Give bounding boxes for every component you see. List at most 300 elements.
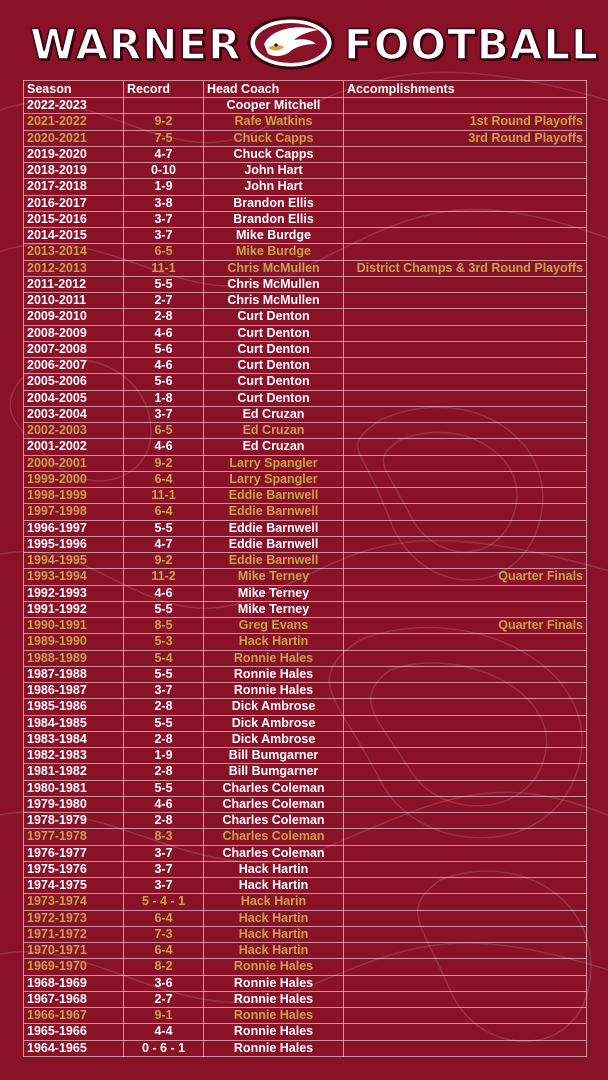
cell-head-coach: Ed Cruzan (204, 423, 344, 439)
cell-accomplishments (344, 504, 587, 520)
cell-season: 1975-1976 (24, 861, 124, 877)
cell-season: 1972-1973 (24, 910, 124, 926)
cell-season: 2021-2022 (24, 114, 124, 130)
cell-season: 2003-2004 (24, 406, 124, 422)
cell-record: 6-4 (124, 504, 204, 520)
cell-record: 3-7 (124, 683, 204, 699)
cell-season: 1989-1990 (24, 634, 124, 650)
cell-season: 1984-1985 (24, 715, 124, 731)
cell-season: 1970-1971 (24, 943, 124, 959)
cell-season: 2008-2009 (24, 325, 124, 341)
cell-record: 11-1 (124, 488, 204, 504)
cell-season: 1971-1972 (24, 926, 124, 942)
table-row (24, 845, 587, 861)
cell-head-coach: Brandon Ellis (204, 211, 344, 227)
cell-season: 2019-2020 (24, 146, 124, 162)
cell-record: 4-6 (124, 585, 204, 601)
cell-accomplishments (344, 683, 587, 699)
table-row (24, 764, 587, 780)
table-row (24, 780, 587, 796)
cell-record: 8-3 (124, 829, 204, 845)
cell-record: 1-9 (124, 748, 204, 764)
cell-record: 3-6 (124, 975, 204, 991)
cell-accomplishments: Quarter Finals (344, 618, 587, 634)
cell-accomplishments (344, 975, 587, 991)
cell-accomplishments (344, 943, 587, 959)
cell-head-coach: Curt Denton (204, 374, 344, 390)
table-row (24, 520, 587, 536)
cell-season: 1968-1969 (24, 975, 124, 991)
table-row (24, 488, 587, 504)
cell-record: 3-7 (124, 406, 204, 422)
cell-accomplishments: 3rd Round Playoffs (344, 130, 587, 146)
cell-accomplishments (344, 894, 587, 910)
cell-record: 5-5 (124, 276, 204, 292)
cell-head-coach: Ronnie Hales (204, 1008, 344, 1024)
cell-season: 1987-1988 (24, 666, 124, 682)
cell-season: 1982-1983 (24, 748, 124, 764)
cell-accomplishments (344, 829, 587, 845)
cell-head-coach: Mike Terney (204, 585, 344, 601)
table-row (24, 910, 587, 926)
table-row (24, 374, 587, 390)
cell-record: 6-5 (124, 244, 204, 260)
cell-season: 1994-1995 (24, 553, 124, 569)
cell-season: 1969-1970 (24, 959, 124, 975)
cell-head-coach: Dick Ambrose (204, 731, 344, 747)
cell-season: 1977-1978 (24, 829, 124, 845)
cell-accomplishments: Quarter Finals (344, 569, 587, 585)
cell-record: 8-5 (124, 618, 204, 634)
cell-season: 2009-2010 (24, 309, 124, 325)
table-row (24, 1040, 587, 1056)
table-row (24, 894, 587, 910)
table-row (24, 325, 587, 341)
cell-season: 1992-1993 (24, 585, 124, 601)
cell-accomplishments (344, 878, 587, 894)
cell-accomplishments: District Champs & 3rd Round Playoffs (344, 260, 587, 276)
cell-record: 0-10 (124, 163, 204, 179)
cell-season: 1964-1965 (24, 1040, 124, 1056)
cell-head-coach: Brandon Ellis (204, 195, 344, 211)
cell-head-coach: Mike Burdge (204, 228, 344, 244)
cell-accomplishments (344, 98, 587, 114)
cell-season: 1981-1982 (24, 764, 124, 780)
cell-season: 2002-2003 (24, 423, 124, 439)
cell-accomplishments (344, 1040, 587, 1056)
cell-accomplishments (344, 488, 587, 504)
cell-record: 3-7 (124, 228, 204, 244)
cell-head-coach: Eddie Barnwell (204, 536, 344, 552)
cell-record: 3-7 (124, 211, 204, 227)
table-row (24, 260, 587, 276)
cell-season: 2010-2011 (24, 293, 124, 309)
cell-head-coach: Chuck Capps (204, 130, 344, 146)
table-row (24, 98, 587, 114)
cell-accomplishments (344, 293, 587, 309)
cell-record: 5-3 (124, 634, 204, 650)
cell-record: 2-8 (124, 309, 204, 325)
table-row (24, 504, 587, 520)
cell-accomplishments: 1st Round Playoffs (344, 114, 587, 130)
cell-head-coach: Charles Coleman (204, 829, 344, 845)
cell-accomplishments (344, 601, 587, 617)
cell-season: 2014-2015 (24, 228, 124, 244)
cell-season: 2015-2016 (24, 211, 124, 227)
cell-head-coach: Larry Spangler (204, 455, 344, 471)
cell-record: 5-4 (124, 650, 204, 666)
cell-head-coach: Chris McMullen (204, 293, 344, 309)
cell-head-coach: Rafe Watkins (204, 114, 344, 130)
table-row (24, 926, 587, 942)
title-left: WARNER (30, 20, 242, 69)
cell-accomplishments (344, 536, 587, 552)
cell-head-coach: Charles Coleman (204, 845, 344, 861)
column-header-season: Season (24, 81, 124, 98)
cell-accomplishments (344, 228, 587, 244)
cell-record: 4-6 (124, 358, 204, 374)
cell-record: 4-6 (124, 439, 204, 455)
cell-head-coach: Chris McMullen (204, 260, 344, 276)
table-row (24, 406, 587, 422)
title-right: FOOTBALL (344, 20, 599, 69)
cell-accomplishments (344, 163, 587, 179)
cell-head-coach: Mike Terney (204, 569, 344, 585)
table-row (24, 1008, 587, 1024)
column-header-head-coach: Head Coach (204, 81, 344, 98)
cell-head-coach: Ronnie Hales (204, 975, 344, 991)
table-row (24, 634, 587, 650)
cell-accomplishments (344, 780, 587, 796)
cell-record: 6-5 (124, 423, 204, 439)
cell-head-coach: Hack Hartin (204, 878, 344, 894)
cell-record: 11-1 (124, 260, 204, 276)
cell-accomplishments (344, 715, 587, 731)
table-row (24, 618, 587, 634)
cell-record: 5-5 (124, 601, 204, 617)
cell-accomplishments (344, 813, 587, 829)
cell-head-coach: Charles Coleman (204, 813, 344, 829)
cell-accomplishments (344, 146, 587, 162)
cell-season: 1997-1998 (24, 504, 124, 520)
cell-season: 2013-2014 (24, 244, 124, 260)
cell-accomplishments (344, 553, 587, 569)
cell-season: 2011-2012 (24, 276, 124, 292)
cell-season: 1979-1980 (24, 796, 124, 812)
cell-accomplishments (344, 309, 587, 325)
table-row (24, 715, 587, 731)
cell-season: 1983-1984 (24, 731, 124, 747)
cell-record: 4-6 (124, 796, 204, 812)
cell-record: 3-7 (124, 861, 204, 877)
cell-record: 3-8 (124, 195, 204, 211)
cell-season: 1974-1975 (24, 878, 124, 894)
cell-head-coach: Ronnie Hales (204, 666, 344, 682)
table-row (24, 211, 587, 227)
cell-season: 1988-1989 (24, 650, 124, 666)
cell-head-coach: Ed Cruzan (204, 406, 344, 422)
table-row (24, 163, 587, 179)
table-row (24, 341, 587, 357)
cell-accomplishments (344, 471, 587, 487)
cell-record: 9-2 (124, 114, 204, 130)
table-row (24, 601, 587, 617)
cell-accomplishments (344, 374, 587, 390)
eagle-logo-icon (246, 14, 336, 72)
cell-accomplishments (344, 276, 587, 292)
cell-record: 3-7 (124, 878, 204, 894)
cell-season: 1973-1974 (24, 894, 124, 910)
cell-season: 1986-1987 (24, 683, 124, 699)
cell-season: 1985-1986 (24, 699, 124, 715)
cell-accomplishments (344, 455, 587, 471)
cell-record: 7-3 (124, 926, 204, 942)
cell-record: 2-7 (124, 293, 204, 309)
cell-season: 2005-2006 (24, 374, 124, 390)
table-row (24, 569, 587, 585)
table-row (24, 650, 587, 666)
table-row (24, 195, 587, 211)
cell-accomplishments (344, 731, 587, 747)
cell-record: 5-6 (124, 374, 204, 390)
table-row (24, 130, 587, 146)
cell-head-coach: Ronnie Hales (204, 1040, 344, 1056)
cell-head-coach: Charles Coleman (204, 780, 344, 796)
table-row (24, 179, 587, 195)
cell-head-coach: Ronnie Hales (204, 991, 344, 1007)
table-row (24, 553, 587, 569)
cell-accomplishments (344, 699, 587, 715)
cell-record: 2-8 (124, 699, 204, 715)
cell-accomplishments (344, 959, 587, 975)
cell-record: 1-9 (124, 179, 204, 195)
cell-head-coach: Hack Hartin (204, 861, 344, 877)
cell-head-coach: Charles Coleman (204, 796, 344, 812)
cell-record: 2-8 (124, 813, 204, 829)
cell-head-coach: Chuck Capps (204, 146, 344, 162)
cell-head-coach: Eddie Barnwell (204, 520, 344, 536)
cell-head-coach: Chris McMullen (204, 276, 344, 292)
cell-head-coach: Ronnie Hales (204, 683, 344, 699)
table-row (24, 748, 587, 764)
cell-accomplishments (344, 748, 587, 764)
table-row (24, 878, 587, 894)
cell-head-coach: Bill Bumgarner (204, 764, 344, 780)
cell-accomplishments (344, 1008, 587, 1024)
cell-accomplishments (344, 406, 587, 422)
cell-season: 2020-2021 (24, 130, 124, 146)
cell-accomplishments (344, 650, 587, 666)
cell-accomplishments (344, 1024, 587, 1040)
cell-record: 2-7 (124, 991, 204, 1007)
cell-record: 7-5 (124, 130, 204, 146)
table-row (24, 683, 587, 699)
season-history-table (23, 80, 587, 1057)
cell-record: 6-4 (124, 943, 204, 959)
cell-accomplishments (344, 666, 587, 682)
cell-season: 1990-1991 (24, 618, 124, 634)
cell-record: 8-2 (124, 959, 204, 975)
cell-head-coach: Greg Evans (204, 618, 344, 634)
header (0, 14, 608, 76)
cell-record: 5 - 4 - 1 (124, 894, 204, 910)
cell-head-coach: Mike Terney (204, 601, 344, 617)
table-row (24, 666, 587, 682)
cell-record: 1-8 (124, 390, 204, 406)
table-row (24, 455, 587, 471)
cell-season: 2012-2013 (24, 260, 124, 276)
cell-record: 4-4 (124, 1024, 204, 1040)
cell-record: 5-5 (124, 520, 204, 536)
table-row (24, 1024, 587, 1040)
cell-season: 2007-2008 (24, 341, 124, 357)
cell-accomplishments (344, 341, 587, 357)
table-row (24, 146, 587, 162)
table-row (24, 114, 587, 130)
table-row (24, 439, 587, 455)
cell-season: 2000-2001 (24, 455, 124, 471)
cell-season: 1995-1996 (24, 536, 124, 552)
cell-head-coach: Mike Burdge (204, 244, 344, 260)
cell-accomplishments (344, 585, 587, 601)
table-row (24, 585, 587, 601)
cell-record (124, 98, 204, 114)
cell-record: 4-6 (124, 325, 204, 341)
table-row (24, 829, 587, 845)
table-row (24, 471, 587, 487)
cell-accomplishments (344, 520, 587, 536)
cell-season: 2006-2007 (24, 358, 124, 374)
cell-accomplishments (344, 439, 587, 455)
cell-accomplishments (344, 211, 587, 227)
cell-season: 2022-2023 (24, 98, 124, 114)
cell-accomplishments (344, 861, 587, 877)
cell-accomplishments (344, 796, 587, 812)
table-row (24, 959, 587, 975)
cell-accomplishments (344, 926, 587, 942)
cell-record: 5-5 (124, 666, 204, 682)
cell-record: 9-2 (124, 553, 204, 569)
cell-head-coach: Curt Denton (204, 341, 344, 357)
cell-head-coach: Dick Ambrose (204, 699, 344, 715)
cell-head-coach: Eddie Barnwell (204, 553, 344, 569)
table-row (24, 423, 587, 439)
cell-accomplishments (344, 910, 587, 926)
cell-season: 1998-1999 (24, 488, 124, 504)
table-body (24, 98, 587, 1057)
cell-accomplishments (344, 390, 587, 406)
cell-season: 2018-2019 (24, 163, 124, 179)
cell-head-coach: Hack Hartin (204, 926, 344, 942)
cell-record: 9-2 (124, 455, 204, 471)
cell-head-coach: Larry Spangler (204, 471, 344, 487)
table-row (24, 228, 587, 244)
cell-record: 6-4 (124, 471, 204, 487)
cell-accomplishments (344, 195, 587, 211)
cell-record: 2-8 (124, 731, 204, 747)
table-row (24, 276, 587, 292)
cell-accomplishments (344, 423, 587, 439)
cell-head-coach: Bill Bumgarner (204, 748, 344, 764)
cell-season: 1991-1992 (24, 601, 124, 617)
table-row (24, 293, 587, 309)
cell-accomplishments (344, 358, 587, 374)
cell-record: 5-6 (124, 341, 204, 357)
table-row (24, 991, 587, 1007)
cell-season: 2001-2002 (24, 439, 124, 455)
cell-head-coach: John Hart (204, 163, 344, 179)
cell-accomplishments (344, 991, 587, 1007)
cell-record: 4-7 (124, 146, 204, 162)
cell-record: 11-2 (124, 569, 204, 585)
table-row (24, 975, 587, 991)
cell-season: 2016-2017 (24, 195, 124, 211)
cell-head-coach: Ronnie Hales (204, 650, 344, 666)
table-header-row (24, 81, 587, 98)
cell-head-coach: Ronnie Hales (204, 959, 344, 975)
table-row (24, 813, 587, 829)
cell-accomplishments (344, 764, 587, 780)
cell-record: 2-8 (124, 764, 204, 780)
cell-season: 1967-1968 (24, 991, 124, 1007)
cell-season: 1993-1994 (24, 569, 124, 585)
cell-head-coach: Eddie Barnwell (204, 504, 344, 520)
column-header-record: Record (124, 81, 204, 98)
cell-head-coach: Hack Hartin (204, 943, 344, 959)
cell-head-coach: John Hart (204, 179, 344, 195)
cell-head-coach: Hack Harin (204, 894, 344, 910)
cell-record: 6-4 (124, 910, 204, 926)
cell-head-coach: Curt Denton (204, 325, 344, 341)
table-row (24, 796, 587, 812)
cell-season: 1999-2000 (24, 471, 124, 487)
cell-season: 1976-1977 (24, 845, 124, 861)
cell-head-coach: Cooper Mitchell (204, 98, 344, 114)
cell-record: 5-5 (124, 715, 204, 731)
cell-season: 2004-2005 (24, 390, 124, 406)
cell-head-coach: Eddie Barnwell (204, 488, 344, 504)
cell-season: 1965-1966 (24, 1024, 124, 1040)
cell-head-coach: Curt Denton (204, 390, 344, 406)
table-row (24, 699, 587, 715)
cell-record: 3-7 (124, 845, 204, 861)
cell-accomplishments (344, 325, 587, 341)
column-header-accomplishments: Accomplishments (344, 81, 587, 98)
cell-season: 1978-1979 (24, 813, 124, 829)
cell-accomplishments (344, 179, 587, 195)
table-row (24, 390, 587, 406)
cell-season: 2017-2018 (24, 179, 124, 195)
table-row (24, 861, 587, 877)
cell-season: 1996-1997 (24, 520, 124, 536)
cell-head-coach: Hack Hartin (204, 634, 344, 650)
table-row (24, 536, 587, 552)
table-row (24, 943, 587, 959)
cell-record: 4-7 (124, 536, 204, 552)
cell-head-coach: Curt Denton (204, 358, 344, 374)
cell-head-coach: Hack Hartin (204, 910, 344, 926)
cell-accomplishments (344, 845, 587, 861)
cell-accomplishments (344, 244, 587, 260)
cell-record: 0 - 6 - 1 (124, 1040, 204, 1056)
table-row (24, 309, 587, 325)
cell-season: 1966-1967 (24, 1008, 124, 1024)
table-row (24, 731, 587, 747)
cell-season: 1980-1981 (24, 780, 124, 796)
cell-record: 5-5 (124, 780, 204, 796)
cell-head-coach: Ed Cruzan (204, 439, 344, 455)
cell-head-coach: Ronnie Hales (204, 1024, 344, 1040)
